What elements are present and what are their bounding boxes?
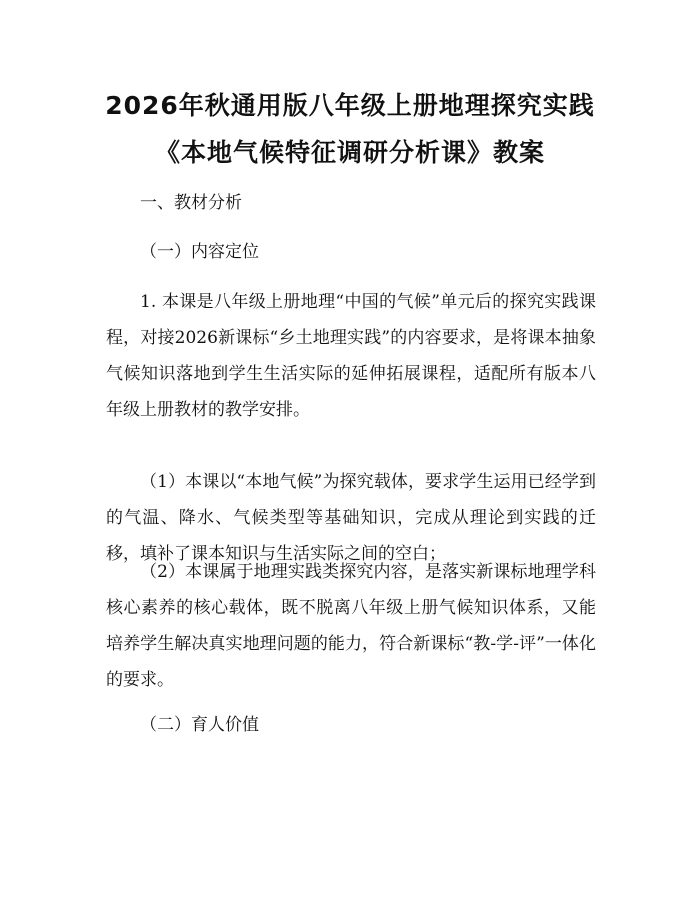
document-title-line2: 《本地气候特征调研分析课》教案 (154, 138, 545, 167)
document-title-line1: 2026年秋通用版八年级上册地理探究实践 (105, 91, 595, 120)
subsection-heading-educational-value: （二）育人价值 (140, 715, 259, 735)
paragraph-point-1: （1）本课以“本地气候”为探究载体，要求学生运用已经学到的气温、降水、气候类型等基础知识，完成从理论到实践的迁移，填补了课本知识与生活实际之间的空白； (106, 472, 596, 564)
paragraph-point-2: （2）本课属于地理实践类探究内容，是落实新课标地理学科核心素养的核心载体，既不脱离八年级上册气候知识体系，又能培养学生解决真实地理问题的能力，符合新课标“教-学-评”一体化的要求。 (106, 562, 596, 690)
section-heading-teaching-material-analysis: 一、教材分析 (140, 193, 242, 213)
subsection-heading-content-positioning: （一）内容定位 (140, 242, 259, 262)
paragraph-course-positioning: 1. 本课是八年级上册地理“中国的气候”单元后的探究实践课程，对接2026新课标“乡土地理实践”的内容要求，是将课本抽象气候知识落地到学生生活实际的延伸拓展课程，适配所有版本八年级上册教材的教学安排。 (106, 292, 596, 420)
